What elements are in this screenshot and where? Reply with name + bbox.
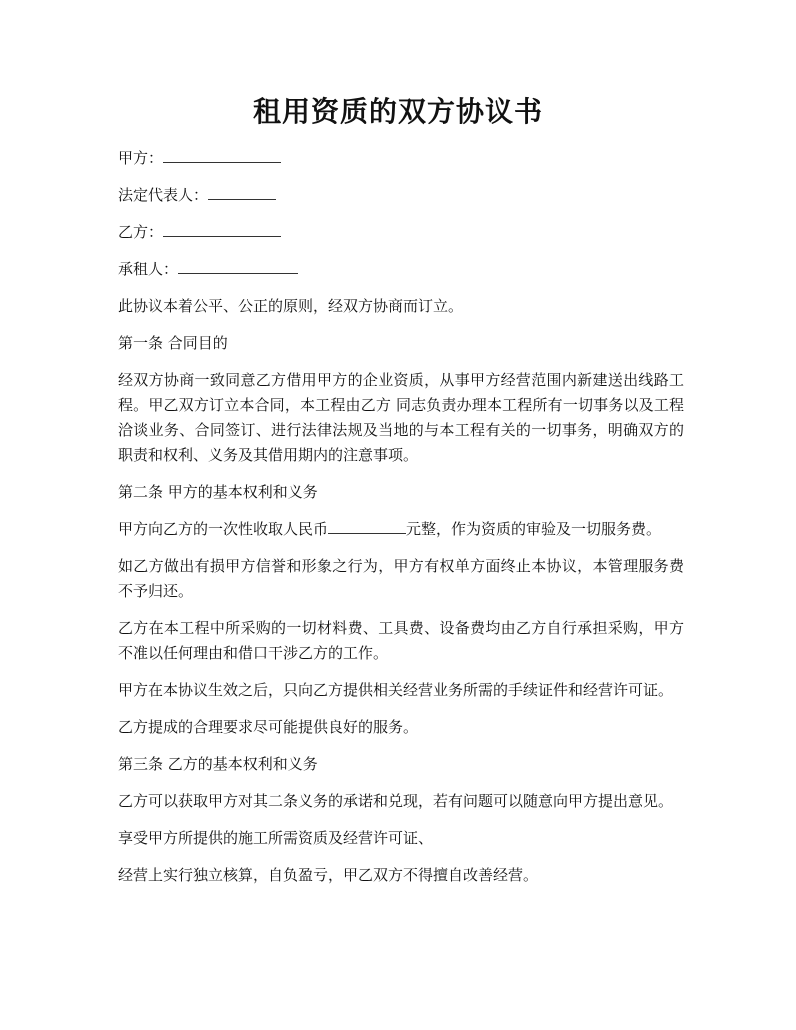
article2-fee-line xyxy=(118,517,684,542)
lessee-line xyxy=(118,257,684,282)
intro-paragraph: 此协议本着公平、公正的原则，经双方协商而订立。 xyxy=(118,297,464,315)
legal-rep-line xyxy=(118,183,684,208)
party-a-line xyxy=(118,146,684,171)
legal-rep-blank xyxy=(208,183,276,200)
article2-heading: 第二条 甲方的基本权利和义务 xyxy=(118,483,318,501)
party-a-label: 甲方： xyxy=(118,149,164,167)
lessee-label: 承租人： xyxy=(118,260,179,278)
party-a-blank xyxy=(163,146,281,163)
document-body xyxy=(118,146,684,900)
article2-paragraph-3: 乙方在本工程中所采购的一切材料费、工具费、设备费均由乙方自行承担采购，甲方不准以任何理由和借口干涉乙方的工作。 xyxy=(118,619,684,662)
fee-amount-blank xyxy=(328,517,406,534)
legal-rep-label: 法定代表人： xyxy=(118,186,209,204)
article2-paragraph-2: 如乙方做出有损甲方信誉和形象之行为，甲方有权单方面终止本协议，本管理服务费不予归还。 xyxy=(118,557,684,600)
lessee-blank xyxy=(178,257,298,274)
article2-paragraph-4: 甲方在本协议生效之后，只向乙方提供相关经营业务所需的手续证件和经营许可证。 xyxy=(118,681,674,699)
party-b-blank xyxy=(163,220,281,237)
article3-heading: 第三条 乙方的基本权利和义务 xyxy=(118,755,318,773)
party-b-label: 乙方： xyxy=(118,223,164,241)
article3-paragraph-2: 享受甲方所提供的施工所需资质及经营许可证、 xyxy=(118,829,434,847)
article3-paragraph-1: 乙方可以获取甲方对其二条义务的承诺和兑现，若有问题可以随意向甲方提出意见。 xyxy=(118,792,674,810)
article1-body: 经双方协商一致同意乙方借用甲方的企业资质，从事甲方经营范围内新建送出线路工程。甲乙双方订立本合同，本工程由乙方 同志负责办理本工程所有一切事务以及工程洽谈业务、合同签订、进行法律法规及当地的与本工程有关的一切事务，明确双方的职责和权利、义务及其借用期内的注意事项。 xyxy=(118,371,684,464)
article3-paragraph-3: 经营上实行独立核算，自负盈亏，甲乙双方不得擅自改善经营。 xyxy=(118,866,539,884)
document-title: 租用资质的双方协议书 xyxy=(252,95,543,128)
fee-text-before: 甲方向乙方的一次性收取人民币 xyxy=(118,520,329,538)
article1-heading: 第一条 合同目的 xyxy=(118,334,228,352)
party-b-line xyxy=(118,220,684,245)
fee-text-after: 元整，作为资质的审验及一切服务费。 xyxy=(406,520,662,538)
article2-paragraph-5: 乙方提成的合理要求尽可能提供良好的服务。 xyxy=(118,718,419,736)
